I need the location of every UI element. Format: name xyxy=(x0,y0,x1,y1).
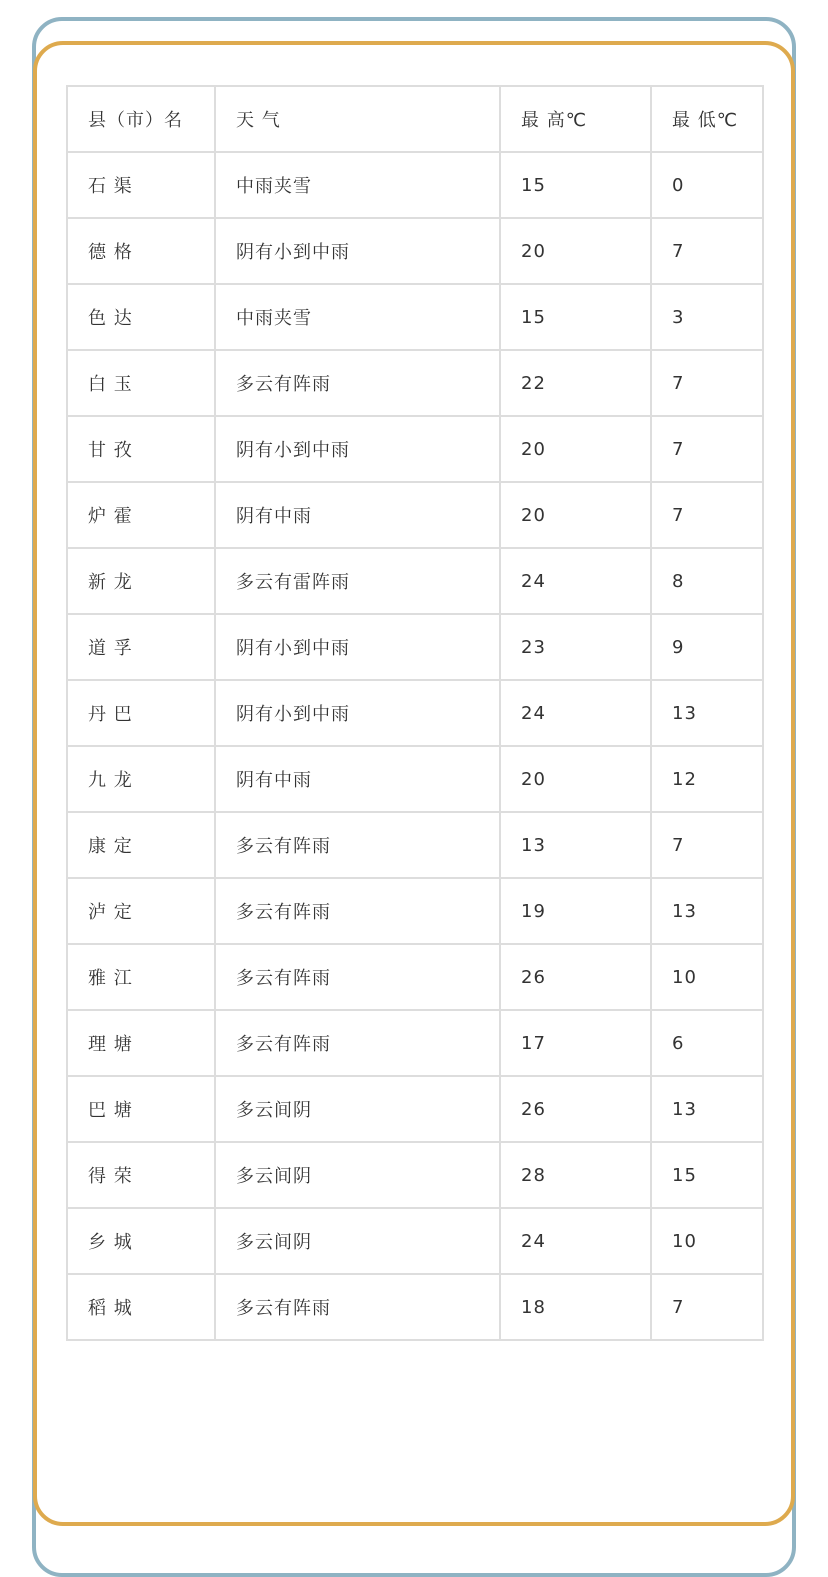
table-row xyxy=(67,284,763,350)
high-temp-cell: 15 xyxy=(500,152,651,218)
county-name-cell: 乡 城 xyxy=(67,1208,215,1274)
weather-cell: 多云间阴 xyxy=(215,1208,500,1274)
weather-table xyxy=(66,85,764,1341)
table-row xyxy=(67,1208,763,1274)
high-temp-cell: 13 xyxy=(500,812,651,878)
weather-cell: 多云有阵雨 xyxy=(215,812,500,878)
low-temp-cell: 0 xyxy=(651,152,763,218)
county-name-cell: 康 定 xyxy=(67,812,215,878)
table-row xyxy=(67,1274,763,1340)
low-temp-cell: 13 xyxy=(651,878,763,944)
low-temp-cell: 13 xyxy=(651,1076,763,1142)
county-name-cell: 白 玉 xyxy=(67,350,215,416)
table-row xyxy=(67,218,763,284)
high-temp-cell: 24 xyxy=(500,680,651,746)
high-temp-cell: 28 xyxy=(500,1142,651,1208)
high-temp-cell: 24 xyxy=(500,548,651,614)
county-name-cell: 稻 城 xyxy=(67,1274,215,1340)
weather-cell: 多云有阵雨 xyxy=(215,1274,500,1340)
table-row xyxy=(67,680,763,746)
county-name-cell: 新 龙 xyxy=(67,548,215,614)
low-temp-cell: 12 xyxy=(651,746,763,812)
county-name-cell: 甘 孜 xyxy=(67,416,215,482)
weather-cell: 阴有小到中雨 xyxy=(215,416,500,482)
weather-cell: 多云有雷阵雨 xyxy=(215,548,500,614)
high-temp-cell: 20 xyxy=(500,746,651,812)
county-name-cell: 泸 定 xyxy=(67,878,215,944)
table-row xyxy=(67,614,763,680)
low-temp-cell: 13 xyxy=(651,680,763,746)
low-temp-cell: 7 xyxy=(651,1274,763,1340)
county-name-cell: 九 龙 xyxy=(67,746,215,812)
table-row xyxy=(67,1076,763,1142)
table-row xyxy=(67,152,763,218)
high-temp-cell: 26 xyxy=(500,944,651,1010)
high-temp-cell: 20 xyxy=(500,482,651,548)
low-temp-cell: 7 xyxy=(651,812,763,878)
weather-cell: 多云有阵雨 xyxy=(215,878,500,944)
low-temp-cell: 7 xyxy=(651,482,763,548)
table-row xyxy=(67,812,763,878)
low-temp-cell: 10 xyxy=(651,944,763,1010)
county-name-cell: 德 格 xyxy=(67,218,215,284)
table-body xyxy=(67,152,763,1340)
table-row xyxy=(67,1010,763,1076)
low-temp-cell: 9 xyxy=(651,614,763,680)
table-row xyxy=(67,548,763,614)
header-high-temp: 最 高℃ xyxy=(500,86,651,152)
high-temp-cell: 19 xyxy=(500,878,651,944)
header-weather: 天 气 xyxy=(215,86,500,152)
county-name-cell: 炉 霍 xyxy=(67,482,215,548)
low-temp-cell: 7 xyxy=(651,416,763,482)
county-name-cell: 理 塘 xyxy=(67,1010,215,1076)
county-name-cell: 雅 江 xyxy=(67,944,215,1010)
county-name-cell: 丹 巴 xyxy=(67,680,215,746)
weather-cell: 多云有阵雨 xyxy=(215,350,500,416)
high-temp-cell: 24 xyxy=(500,1208,651,1274)
low-temp-cell: 6 xyxy=(651,1010,763,1076)
low-temp-cell: 8 xyxy=(651,548,763,614)
low-temp-cell: 7 xyxy=(651,218,763,284)
county-name-cell: 道 孚 xyxy=(67,614,215,680)
weather-cell: 中雨夹雪 xyxy=(215,152,500,218)
table-row xyxy=(67,944,763,1010)
high-temp-cell: 23 xyxy=(500,614,651,680)
table-row xyxy=(67,878,763,944)
table-row xyxy=(67,416,763,482)
low-temp-cell: 3 xyxy=(651,284,763,350)
table-row xyxy=(67,482,763,548)
weather-cell: 阴有小到中雨 xyxy=(215,614,500,680)
high-temp-cell: 20 xyxy=(500,416,651,482)
weather-cell: 中雨夹雪 xyxy=(215,284,500,350)
weather-cell: 多云有阵雨 xyxy=(215,1010,500,1076)
county-name-cell: 得 荣 xyxy=(67,1142,215,1208)
high-temp-cell: 26 xyxy=(500,1076,651,1142)
high-temp-cell: 22 xyxy=(500,350,651,416)
low-temp-cell: 10 xyxy=(651,1208,763,1274)
county-name-cell: 巴 塘 xyxy=(67,1076,215,1142)
table-row xyxy=(67,746,763,812)
header-low-temp: 最 低℃ xyxy=(651,86,763,152)
header-county: 县（市）名 xyxy=(67,86,215,152)
weather-cell: 阴有中雨 xyxy=(215,746,500,812)
county-name-cell: 色 达 xyxy=(67,284,215,350)
high-temp-cell: 20 xyxy=(500,218,651,284)
high-temp-cell: 15 xyxy=(500,284,651,350)
weather-cell: 阴有小到中雨 xyxy=(215,680,500,746)
table-row xyxy=(67,350,763,416)
weather-cell: 阴有小到中雨 xyxy=(215,218,500,284)
weather-cell: 多云有阵雨 xyxy=(215,944,500,1010)
weather-cell: 多云间阴 xyxy=(215,1142,500,1208)
weather-cell: 阴有中雨 xyxy=(215,482,500,548)
low-temp-cell: 7 xyxy=(651,350,763,416)
table-header-row xyxy=(67,86,763,152)
high-temp-cell: 18 xyxy=(500,1274,651,1340)
county-name-cell: 石 渠 xyxy=(67,152,215,218)
low-temp-cell: 15 xyxy=(651,1142,763,1208)
table-row xyxy=(67,1142,763,1208)
high-temp-cell: 17 xyxy=(500,1010,651,1076)
weather-cell: 多云间阴 xyxy=(215,1076,500,1142)
